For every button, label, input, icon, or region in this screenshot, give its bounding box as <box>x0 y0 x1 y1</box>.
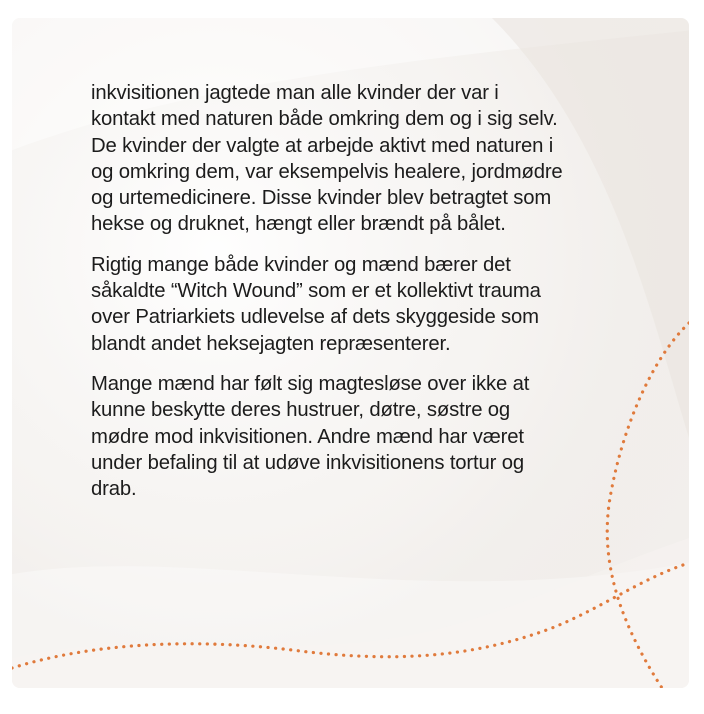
paragraph <box>91 80 651 238</box>
text-line: inkvisitionen jagtede man alle kvinder der var i <box>91 82 499 104</box>
text-line: Mange mænd har følt sig magtesløse over ikke at <box>91 372 530 395</box>
text-line: over Patriarkiets udlevelse af dets skyggeside som <box>91 306 539 329</box>
text-line: kontakt med naturen både omkring dem og i sig selv. <box>91 108 558 131</box>
text-line: og omkring dem, var eksempelvis healere, jordmødre <box>91 160 563 183</box>
text-line: kunne beskytte deres hustruer, døtre, søstre og <box>91 399 511 422</box>
text-line: De kvinder der valgte at arbejde aktivt med naturen i <box>91 134 554 157</box>
paragraph <box>91 371 651 502</box>
text-line: drab. <box>91 478 137 501</box>
text-line: hekse og druknet, hængt eller brændt på bålet. <box>91 213 506 236</box>
text-line: og urtemedicinere. Disse kvinder blev betragtet som <box>91 187 552 210</box>
text-line: blandt andet heksejagten repræsenterer. <box>91 332 451 355</box>
text-line: mødre mod inkvisitionen. Andre mænd har været <box>91 425 524 448</box>
document-page <box>12 18 689 688</box>
text-line: under befaling til at udøve inkvisitionens tortur og <box>91 451 525 474</box>
body-text <box>91 80 651 516</box>
text-line: såkaldte “Witch Wound” som er et kollektivt trauma <box>91 280 541 303</box>
paragraph <box>91 252 651 357</box>
text-line: Rigtig mange både kvinder og mænd bærer det <box>91 253 511 276</box>
